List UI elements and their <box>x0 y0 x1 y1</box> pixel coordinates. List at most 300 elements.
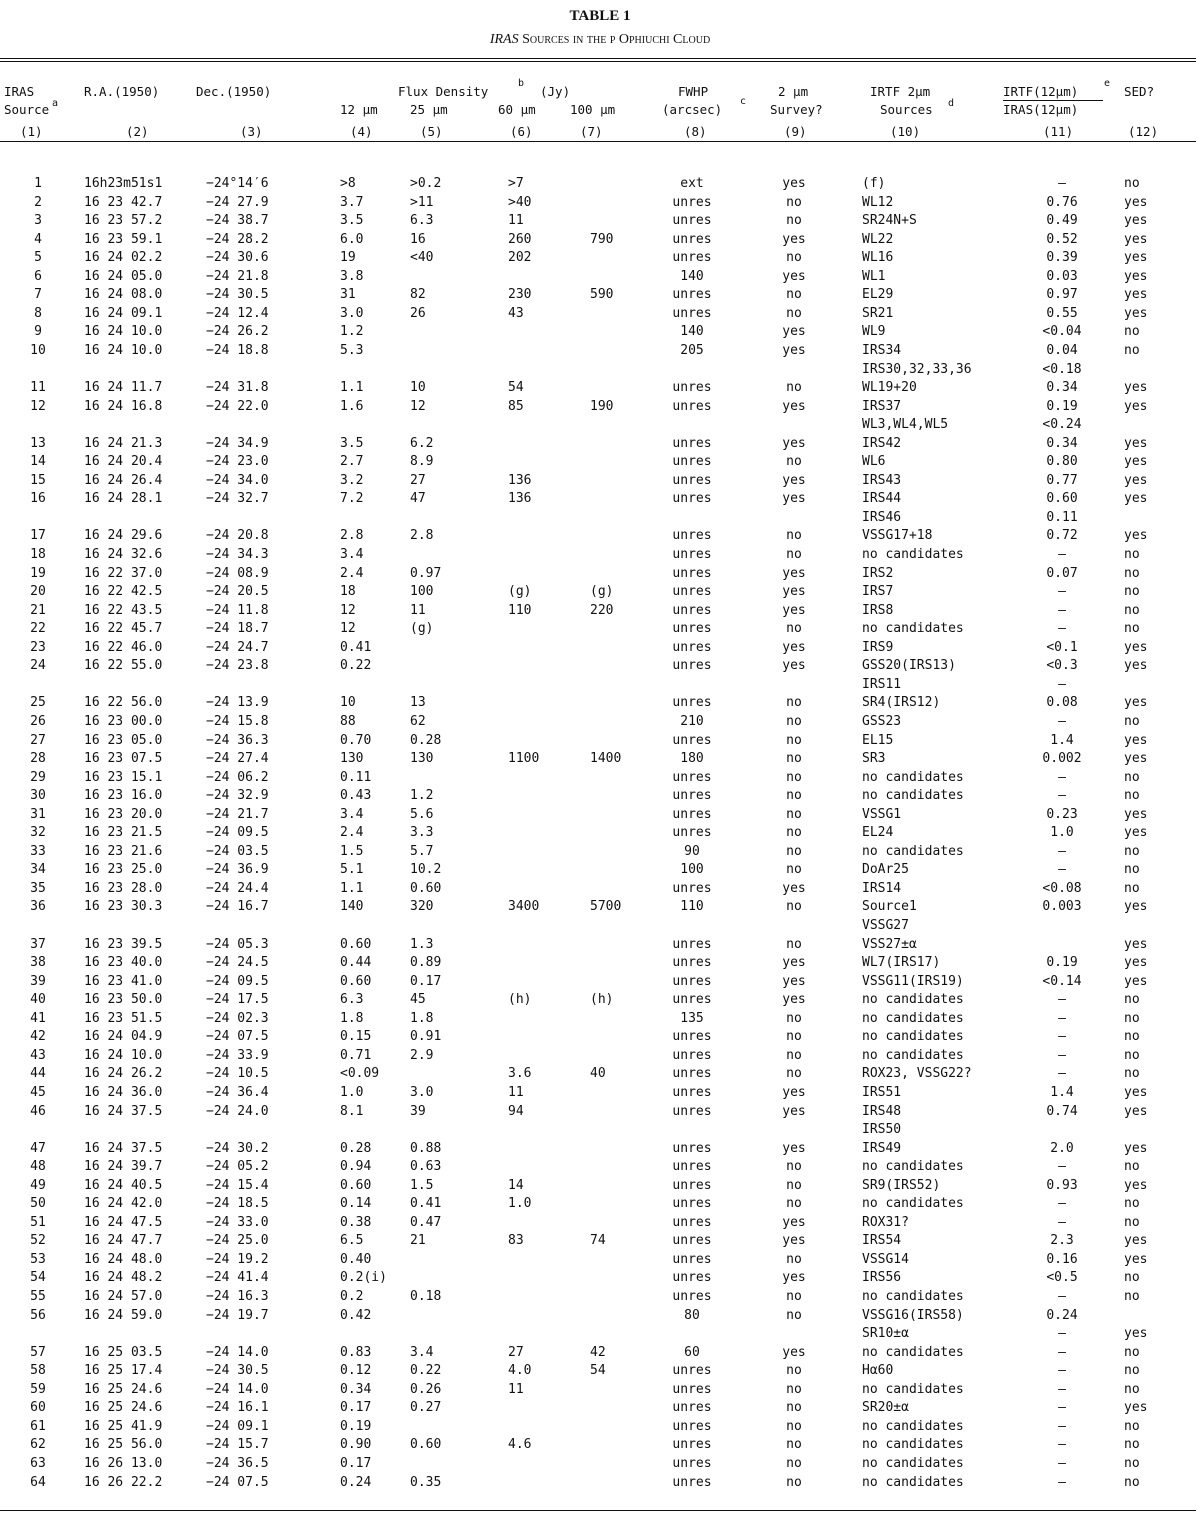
cell-survey: yes <box>782 472 806 488</box>
cell-f25: 62 <box>410 713 426 729</box>
cell-f12: 2.8 <box>340 528 364 544</box>
cell-irtf-source: no candidates <box>862 769 964 785</box>
cell-f12: 140 <box>340 899 364 915</box>
cell-sed: yes <box>1124 1084 1148 1100</box>
cell-fwhp: unres <box>672 1140 712 1156</box>
cell-sed: yes <box>1124 454 1148 470</box>
cell-fwhp: unres <box>672 472 712 488</box>
cell-ra: 16 23 41.0 <box>84 973 163 989</box>
cell-f25: 0.41 <box>410 1196 442 1212</box>
cell-survey: no <box>786 547 802 562</box>
cell-fwhp: unres <box>672 1196 712 1212</box>
cell-source: 19 <box>30 565 46 581</box>
cell-source: 48 <box>30 1159 46 1175</box>
cell-f25: 0.18 <box>410 1289 442 1304</box>
cell-source: 30 <box>30 788 46 804</box>
cell-ra: 16 25 56.0 <box>84 1437 163 1453</box>
cell-dec: −24°14′6 <box>206 176 269 191</box>
cell-ra: 16 24 48.0 <box>84 1251 163 1267</box>
cell-f12: >8 <box>340 176 356 191</box>
cell-ratio: 0.19 <box>1046 955 1078 971</box>
cell-f25: 1.8 <box>410 1010 434 1026</box>
cell-ratio: – <box>1058 547 1066 562</box>
cell-dec: −24 19.7 <box>206 1307 269 1323</box>
cell-f12: 0.41 <box>340 639 372 655</box>
cell-survey: no <box>786 806 802 822</box>
cell-source: 26 <box>30 713 46 729</box>
cell-f60: 11 <box>508 1381 524 1397</box>
cell-f25: 0.47 <box>410 1214 442 1230</box>
hdr-col12: (12) <box>1128 124 1159 139</box>
table-subtitle <box>0 32 1200 48</box>
cell-f60: 202 <box>508 250 532 266</box>
note-b: b <box>518 78 525 89</box>
cell-survey: yes <box>782 602 806 618</box>
cell-source: 32 <box>30 825 46 841</box>
cell-source: 8 <box>34 305 42 321</box>
cell-survey: yes <box>782 435 806 451</box>
cell-source: 41 <box>30 1010 46 1026</box>
cell-survey: no <box>786 825 802 841</box>
cell-survey: no <box>786 732 802 748</box>
cell-dec: −24 16.3 <box>206 1289 269 1304</box>
cell-irtf-source: WL9 <box>862 324 886 340</box>
cell-source: 20 <box>30 584 46 600</box>
cell-ra: 16 24 48.2 <box>84 1270 163 1286</box>
hdr-dec: Dec.(1950) <box>196 84 272 99</box>
cell-f12: 1.5 <box>340 843 364 859</box>
cell-survey: yes <box>782 231 806 247</box>
cell-irtf-source: no candidates <box>862 1474 964 1490</box>
cell-dec: −24 16.7 <box>206 899 269 915</box>
cell-sed: no <box>1124 176 1140 191</box>
cell-irtf-source: no candidates <box>862 1455 964 1471</box>
cell-dec: −24 18.7 <box>206 621 269 637</box>
cell-sed: yes <box>1124 380 1148 396</box>
cell-sed: yes <box>1124 268 1148 284</box>
cell-sed: yes <box>1124 305 1148 321</box>
cell-source: 11 <box>30 380 46 396</box>
cell-sed: no <box>1124 1196 1140 1212</box>
cell-dec: −24 20.5 <box>206 584 269 600</box>
cell-fwhp: unres <box>672 1103 712 1119</box>
cell-survey: yes <box>782 973 806 989</box>
cell-survey: no <box>786 1400 802 1416</box>
cell-ratio: 0.03 <box>1046 268 1078 284</box>
cell-dec: −24 30.5 <box>206 1363 269 1379</box>
cell-sed: no <box>1124 1474 1140 1490</box>
note-e: e <box>1104 78 1111 89</box>
cell-irtf-source: no candidates <box>862 1029 964 1045</box>
cell-source: 53 <box>30 1251 46 1267</box>
cell-f60: 110 <box>508 602 532 618</box>
cell-fwhp: unres <box>672 1455 712 1471</box>
hdr-col8: (8) <box>684 124 707 139</box>
cell-dec: −24 15.7 <box>206 1437 269 1453</box>
cell-survey: no <box>786 621 802 637</box>
cell-irtf-source: VSSG16(IRS58) <box>862 1307 964 1323</box>
cell-fwhp: unres <box>672 491 712 507</box>
cell-survey: no <box>786 862 802 878</box>
cell-sed: no <box>1124 1455 1140 1471</box>
cell-ratio: – <box>1058 713 1066 729</box>
cell-f12: 8.1 <box>340 1103 364 1119</box>
cell-dec: −24 31.8 <box>206 380 269 396</box>
cell-f12: 5.1 <box>340 862 364 878</box>
cell-ra: 16 24 05.0 <box>84 268 163 284</box>
cell-sed: yes <box>1124 213 1148 229</box>
cell-fwhp: unres <box>672 880 712 896</box>
cell-fwhp: unres <box>672 1363 712 1379</box>
cell-ra: 16 24 10.0 <box>84 324 163 340</box>
cell-source: 28 <box>30 751 46 767</box>
cell-survey: yes <box>782 658 806 674</box>
cell-sed: no <box>1124 342 1140 358</box>
cell-f12: 2.4 <box>340 825 364 841</box>
cell-dec: −24 28.2 <box>206 231 269 247</box>
cell-ratio: – <box>1058 1400 1066 1416</box>
cell-sed: yes <box>1124 1326 1148 1342</box>
cell-irtf-source: WL12 <box>862 194 894 210</box>
hdr-col9: (9) <box>784 124 807 139</box>
cell-source: 39 <box>30 973 46 989</box>
cell-ra: 16 22 37.0 <box>84 565 163 581</box>
cell-f12: <0.09 <box>340 1066 380 1082</box>
cell-f12: 88 <box>340 713 356 729</box>
hdr-sources: Sources <box>880 102 933 117</box>
cell-ratio: 0.97 <box>1046 287 1078 303</box>
hdr-arcsec: (arcsec) <box>662 102 723 117</box>
cell-f25: 27 <box>410 472 426 488</box>
cell-survey: yes <box>782 639 806 655</box>
cell-fwhp: unres <box>672 658 712 674</box>
cell-f60: 1.0 <box>508 1196 532 1212</box>
cell-dec: −24 34.0 <box>206 472 269 488</box>
cell-f100: 74 <box>590 1233 606 1249</box>
cell-f12: 3.4 <box>340 806 364 822</box>
cell-ratio: 0.04 <box>1046 342 1078 358</box>
cell-source: 59 <box>30 1381 46 1397</box>
hdr-col6: (6) <box>510 124 533 139</box>
cell-fwhp: unres <box>672 305 712 321</box>
cell-ra: 16 24 20.4 <box>84 454 163 470</box>
cell-irtf-source: SR21 <box>862 305 894 321</box>
cell-f12: 6.5 <box>340 1233 364 1249</box>
cell-sed: yes <box>1124 287 1148 303</box>
cell-fwhp: unres <box>672 1270 712 1286</box>
cell-source: 54 <box>30 1270 46 1286</box>
cell-f25: 5.6 <box>410 806 434 822</box>
cell-f12: 0.12 <box>340 1363 372 1379</box>
cell-survey: no <box>786 1010 802 1026</box>
cell-irtf-source: IRS7 <box>862 584 894 600</box>
cell-dec: −24 15.4 <box>206 1177 269 1193</box>
cell-f12: 12 <box>340 602 356 618</box>
cell-ratio: <0.24 <box>1042 417 1082 433</box>
cell-f25: 82 <box>410 287 426 303</box>
cell-f12: 0.43 <box>340 788 372 804</box>
cell-f25: 100 <box>410 584 434 600</box>
cell-dec: −24 33.9 <box>206 1047 269 1063</box>
cell-survey: no <box>786 936 802 952</box>
cell-f12: 0.2(i) <box>340 1270 387 1286</box>
cell-sed: no <box>1124 1047 1140 1063</box>
cell-ra: 16 23 42.7 <box>84 194 163 210</box>
cell-dec: −24 23.0 <box>206 454 269 470</box>
cell-f25: >11 <box>410 194 434 210</box>
cell-f25: 3.4 <box>410 1344 434 1360</box>
cell-f25: 0.28 <box>410 732 442 748</box>
cell-sed: no <box>1124 324 1140 340</box>
cell-fwhp: 140 <box>680 268 704 284</box>
cell-source: 64 <box>30 1474 46 1490</box>
cell-dec: −24 24.5 <box>206 955 269 971</box>
cell-ratio: – <box>1058 1196 1066 1212</box>
cell-sed: yes <box>1124 1140 1148 1156</box>
cell-ra: 16 23 15.1 <box>84 769 163 785</box>
cell-fwhp: unres <box>672 231 712 247</box>
cell-dec: −24 36.9 <box>206 862 269 878</box>
cell-dec: −24 20.8 <box>206 528 269 544</box>
cell-ra: 16 23 05.0 <box>84 732 163 748</box>
cell-irtf-source: SR3 <box>862 751 886 767</box>
cell-irtf-source: IRS51 <box>862 1084 902 1100</box>
cell-survey: yes <box>782 1344 806 1360</box>
cell-sed: no <box>1124 1437 1140 1453</box>
cell-ra: 16 23 30.3 <box>84 899 163 915</box>
cell-ra: 16 23 59.1 <box>84 231 163 247</box>
cell-survey: yes <box>782 176 806 191</box>
cell-fwhp: unres <box>672 1177 712 1193</box>
cell-ra: 16 23 21.5 <box>84 825 163 841</box>
cell-ra: 16 23 07.5 <box>84 751 163 767</box>
cell-irtf-source: EL29 <box>862 287 894 303</box>
cell-irtf-source: VSSG17+18 <box>862 528 933 544</box>
cell-ratio: – <box>1058 584 1066 600</box>
cell-source: 57 <box>30 1344 46 1360</box>
cell-f12: 0.94 <box>340 1159 372 1175</box>
cell-f100: (h) <box>590 992 614 1008</box>
cell-fwhp: unres <box>672 398 712 414</box>
cell-f100: 220 <box>590 602 614 618</box>
cell-source: 1 <box>34 176 42 191</box>
cell-f60: >7 <box>508 176 524 191</box>
cell-f12: 0.70 <box>340 732 372 748</box>
cell-fwhp: unres <box>672 769 712 785</box>
cell-dec: −24 18.5 <box>206 1196 269 1212</box>
cell-irtf-source: WL22 <box>862 231 894 247</box>
hdr-col4: (4) <box>350 124 373 139</box>
cell-ra: 16 22 56.0 <box>84 695 163 711</box>
cell-source: 33 <box>30 843 46 859</box>
cell-f60: >40 <box>508 194 532 210</box>
cell-ratio: 1.0 <box>1050 825 1074 841</box>
cell-survey: no <box>786 1381 802 1397</box>
cell-ratio: 0.19 <box>1046 398 1078 414</box>
cell-source: 50 <box>30 1196 46 1212</box>
cell-sed: yes <box>1124 231 1148 247</box>
cell-irtf-source: ROX31? <box>862 1214 909 1230</box>
cell-ratio: 0.23 <box>1046 806 1078 822</box>
cell-fwhp: unres <box>672 1029 712 1045</box>
cell-f12: 3.0 <box>340 305 364 321</box>
cell-sed: no <box>1124 992 1140 1008</box>
cell-ratio: – <box>1058 843 1066 859</box>
cell-sed: yes <box>1124 732 1148 748</box>
hdr-col3: (3) <box>240 124 263 139</box>
cell-fwhp: unres <box>672 1474 712 1490</box>
cell-fwhp: unres <box>672 584 712 600</box>
cell-irtf-source: SR10±α <box>862 1326 909 1342</box>
cell-ra: 16 26 22.2 <box>84 1474 163 1490</box>
cell-source: 29 <box>30 769 46 785</box>
cell-fwhp: 140 <box>680 324 704 340</box>
cell-f12: 0.44 <box>340 955 372 971</box>
cell-ra: 16 23 16.0 <box>84 788 163 804</box>
cell-dec: −24 24.0 <box>206 1103 269 1119</box>
cell-f100: 190 <box>590 398 614 414</box>
cell-ratio: <0.5 <box>1046 1270 1078 1286</box>
cell-dec: −24 11.8 <box>206 602 269 618</box>
cell-ratio: – <box>1058 1363 1066 1379</box>
cell-source: 15 <box>30 472 46 488</box>
cell-fwhp: unres <box>672 454 712 470</box>
cell-source: 62 <box>30 1437 46 1453</box>
cell-source: 63 <box>30 1455 46 1471</box>
cell-ra: 16 24 59.0 <box>84 1307 163 1323</box>
cell-ra: 16 23 57.2 <box>84 213 163 229</box>
cell-sed: no <box>1124 843 1140 859</box>
cell-dec: −24 03.5 <box>206 843 269 859</box>
cell-f60: 136 <box>508 491 532 507</box>
cell-f100: 1400 <box>590 751 622 767</box>
cell-fwhp: unres <box>672 565 712 581</box>
cell-survey: yes <box>782 992 806 1008</box>
cell-fwhp: unres <box>672 528 712 544</box>
cell-f25: 130 <box>410 751 434 767</box>
cell-ra: 16 24 10.0 <box>84 342 163 358</box>
cell-ratio: 1.4 <box>1050 732 1074 748</box>
cell-ratio: 0.34 <box>1046 435 1078 451</box>
cell-ra: 16 24 29.6 <box>84 528 163 544</box>
cell-irtf-source: no candidates <box>862 992 964 1008</box>
cell-f25: <40 <box>410 250 434 266</box>
cell-f12: 2.7 <box>340 454 364 470</box>
cell-ra: 16 23 39.5 <box>84 936 163 952</box>
cell-f25: 1.3 <box>410 936 434 952</box>
cell-f100: 40 <box>590 1066 606 1082</box>
cell-irtf-source: EL24 <box>862 825 894 841</box>
cell-dec: −24 36.3 <box>206 732 269 748</box>
cell-irtf-source: VSSG27 <box>862 918 909 933</box>
cell-f25: 0.27 <box>410 1400 442 1416</box>
cell-irtf-source: no candidates <box>862 1289 964 1304</box>
cell-f25: 6.2 <box>410 435 434 451</box>
cell-dec: −24 05.3 <box>206 936 269 952</box>
cell-f25: 16 <box>410 231 426 247</box>
cell-f25: 13 <box>410 695 426 711</box>
cell-source: 7 <box>34 287 42 303</box>
cell-survey: no <box>786 713 802 729</box>
cell-sed: yes <box>1124 658 1148 674</box>
cell-f25: 3.0 <box>410 1084 434 1100</box>
cell-fwhp: unres <box>672 194 712 210</box>
cell-dec: −24 25.0 <box>206 1233 269 1249</box>
cell-f12: 130 <box>340 751 364 767</box>
cell-irtf-source: IRS42 <box>862 435 902 451</box>
cell-ratio: – <box>1058 176 1066 191</box>
cell-survey: yes <box>782 1103 806 1119</box>
cell-sed: no <box>1124 1010 1140 1026</box>
top-rule-2 <box>0 61 1196 62</box>
cell-survey: no <box>786 194 802 210</box>
cell-ratio: – <box>1058 1047 1066 1063</box>
cell-ratio: – <box>1058 1381 1066 1397</box>
cell-ra: 16 24 28.1 <box>84 491 163 507</box>
cell-ra: 16 23 00.0 <box>84 713 163 729</box>
cell-source: 13 <box>30 435 46 451</box>
cell-f25: 0.63 <box>410 1159 442 1175</box>
cell-f60: 54 <box>508 380 524 396</box>
cell-sed: no <box>1124 1214 1140 1230</box>
cell-sed: yes <box>1124 1177 1148 1193</box>
cell-survey: no <box>786 1159 802 1175</box>
cell-source: 25 <box>30 695 46 711</box>
cell-survey: no <box>786 1307 802 1323</box>
cell-ratio: – <box>1058 1418 1066 1434</box>
cell-f12: 2.4 <box>340 565 364 581</box>
cell-f12: 6.0 <box>340 231 364 247</box>
cell-irtf-source: IRS56 <box>862 1270 902 1286</box>
cell-fwhp: unres <box>672 380 712 396</box>
cell-survey: no <box>786 1251 802 1267</box>
cell-survey: yes <box>782 268 806 284</box>
cell-irtf-source: SR4(IRS12) <box>862 695 941 711</box>
cell-irtf-source: WL19+20 <box>862 380 917 396</box>
cell-sed: yes <box>1124 528 1148 544</box>
cell-irtf-source: IRS37 <box>862 398 902 414</box>
cell-survey: no <box>786 695 802 711</box>
cell-dec: −24 09.5 <box>206 973 269 989</box>
cell-dec: −24 34.3 <box>206 547 269 562</box>
cell-irtf-source: no candidates <box>862 1010 964 1026</box>
cell-fwhp: 80 <box>684 1307 700 1323</box>
cell-f12: 3.5 <box>340 213 364 229</box>
cell-irtf-source: DoAr25 <box>862 862 909 878</box>
cell-dec: −24 08.9 <box>206 565 269 581</box>
cell-f12: 0.42 <box>340 1307 372 1323</box>
cell-ra: 16 25 03.5 <box>84 1344 163 1360</box>
cell-dec: −24 05.2 <box>206 1159 269 1175</box>
note-a: a <box>52 98 59 109</box>
cell-ra: 16 22 43.5 <box>84 602 163 618</box>
cell-dec: −24 14.0 <box>206 1344 269 1360</box>
cell-ratio: – <box>1058 1474 1066 1490</box>
cell-source: 49 <box>30 1177 46 1193</box>
hdr-12um: 12 μm <box>340 102 378 117</box>
cell-fwhp: 210 <box>680 713 704 729</box>
hdr-25um: 25 μm <box>410 102 448 117</box>
cell-ra: 16 22 45.7 <box>84 621 163 637</box>
cell-irtf-source: IRS54 <box>862 1233 902 1249</box>
cell-f25: 0.88 <box>410 1140 442 1156</box>
cell-f12: 12 <box>340 621 356 637</box>
cell-f25: 2.9 <box>410 1047 434 1063</box>
cell-f25: (g) <box>410 621 434 637</box>
cell-source: 55 <box>30 1289 46 1304</box>
cell-fwhp: unres <box>672 973 712 989</box>
cell-f60: 4.0 <box>508 1363 532 1379</box>
